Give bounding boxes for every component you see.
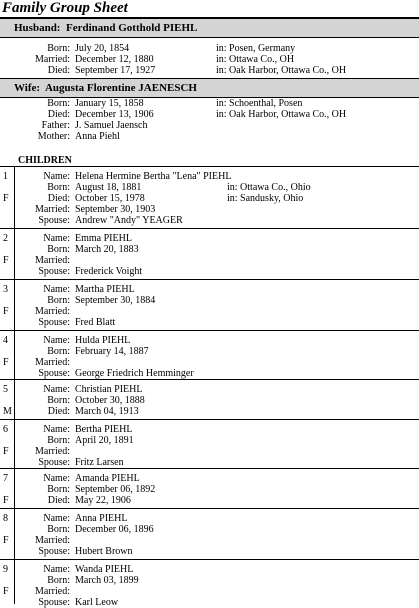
child-divider [14,420,15,468]
husband-name: Ferdinand Gotthold PIEHL [65,22,198,34]
field-value: January 15, 1858 [75,98,144,109]
page-title: Family Group Sheet [2,0,128,16]
field-value: Christian PIEHL [75,384,143,395]
field-label: Married: [35,535,70,546]
child-divider [14,229,15,279]
child-number: 8 [3,513,8,524]
field-label: Spouse: [38,215,70,226]
child-number: 2 [3,233,8,244]
child-sex: F [3,446,9,457]
child-number: 4 [3,335,8,346]
field-value: May 22, 1906 [75,495,131,506]
field-label: Married: [35,357,70,368]
child-divider [14,280,15,330]
field-value: Emma PIEHL [75,233,132,244]
field-label: Born: [47,346,70,357]
field-label: Died: [47,65,70,76]
child-sex: F [3,357,9,368]
field-label: Born: [47,43,70,54]
field-value: September 17, 1927 [75,65,156,76]
field-label: Spouse: [38,368,70,379]
field-label: Born: [47,98,70,109]
field-value: Fred Blatt [75,317,116,328]
field-value: September 30, 1903 [75,204,156,215]
field-label: Spouse: [38,597,70,608]
child-sex: F [3,255,9,266]
husband-born-row [0,43,419,54]
field-label: Married: [35,255,70,266]
field-label: Born: [47,435,70,446]
field-value: Anna Piehl [75,131,120,142]
field-label: Spouse: [38,546,70,557]
field-value: July 20, 1854 [75,43,130,54]
field-label: Name: [43,513,70,524]
field-value: Wanda PIEHL [75,564,134,575]
field-value: April 20, 1891 [75,435,134,446]
husband-header-label: Husband: [14,22,61,34]
wife-died-row [0,109,419,120]
field-label: Name: [43,384,70,395]
field-value: Bertha PIEHL [75,424,133,435]
husband-header [0,18,419,38]
field-label: Born: [47,244,70,255]
field-location: in: Ottawa Co., Ohio [227,182,311,193]
child-divider [14,331,15,379]
field-location: in: Schoenthal, Posen [216,98,303,109]
child-sex: F [3,535,9,546]
field-value: Hubert Brown [75,546,133,557]
field-value: September 06, 1892 [75,484,156,495]
field-label: Born: [47,395,70,406]
field-location: in: Oak Harbor, Ottawa Co., OH [216,65,347,76]
wife-born-row [0,98,419,109]
child-number: 5 [3,384,8,395]
field-label: Married: [35,54,70,65]
field-location: in: Sandusky, Ohio [227,193,304,204]
field-label: Born: [47,295,70,306]
field-value: Amanda PIEHL [75,473,140,484]
field-label: Name: [43,564,70,575]
wife-header [0,78,419,98]
child-sex: M [3,406,12,417]
child-sex: F [3,586,9,597]
child-number: 7 [3,473,8,484]
child-record [0,228,419,279]
field-label: Name: [43,473,70,484]
field-label: Born: [47,524,70,535]
field-value: Andrew "Andy" YEAGER [75,215,183,226]
field-value: March 04, 1913 [75,406,139,417]
child-number: 9 [3,564,8,575]
child-divider [14,469,15,508]
child-sex: F [3,495,9,506]
child-divider [14,167,15,228]
field-value: December 06, 1896 [75,524,154,535]
field-value: February 14, 1887 [75,346,149,357]
child-sex: F [3,193,9,204]
field-value: Martha PIEHL [75,284,135,295]
field-value: March 20, 1883 [75,244,139,255]
husband-married-row [0,54,419,65]
field-label: Married: [35,586,70,597]
field-label: Name: [43,171,70,182]
wife-header-label: Wife: [14,82,41,94]
field-label: Died: [47,193,70,204]
field-value: September 30, 1884 [75,295,156,306]
field-label: Born: [47,484,70,495]
child-divider [14,380,15,419]
field-location: in: Oak Harbor, Ottawa Co., OH [216,109,347,120]
child-number: 3 [3,284,8,295]
field-value: Helena Hermine Bertha "Lena" PIEHL [75,171,232,182]
child-record [0,419,419,468]
husband-died-row [0,65,419,76]
field-label: Married: [35,446,70,457]
children-heading: CHILDREN [18,155,72,166]
child-divider [14,560,15,604]
field-value: George Friedrich Hemminger [75,368,194,379]
field-label: Name: [43,424,70,435]
field-label: Name: [43,335,70,346]
child-record [0,468,419,508]
child-number: 6 [3,424,8,435]
field-value: March 03, 1899 [75,575,139,586]
field-value: Frederick Voight [75,266,143,277]
field-value: Karl Leow [75,597,119,608]
child-record [0,559,419,608]
child-sex: F [3,306,9,317]
field-location: in: Posen, Germany [216,43,296,54]
field-value: December 13, 1906 [75,109,154,120]
field-label: Died: [47,406,70,417]
field-label: Spouse: [38,457,70,468]
field-value: Anna PIEHL [75,513,128,524]
field-value: Hulda PIEHL [75,335,131,346]
field-label: Died: [47,495,70,506]
field-label: Name: [43,284,70,295]
child-divider [14,509,15,559]
child-record [0,508,419,559]
field-value: August 18, 1881 [75,182,142,193]
field-location: in: Ottawa Co., OH [216,54,295,65]
field-value: J. Samuel Jaensch [75,120,148,131]
field-label: Married: [35,306,70,317]
field-value: October 30, 1888 [75,395,145,406]
child-record [0,166,419,228]
field-label: Spouse: [38,266,70,277]
field-label: Name: [43,233,70,244]
field-label: Died: [47,109,70,120]
field-label: Spouse: [38,317,70,328]
field-label: Born: [47,575,70,586]
field-value: Fritz Larsen [75,457,124,468]
field-value: October 15, 1978 [75,193,145,204]
field-value: December 12, 1880 [75,54,154,65]
wife-name: Augusta Florentine JAENESCH [44,82,197,94]
child-number: 1 [3,171,8,182]
wife-mother-row [0,131,419,142]
child-record [0,279,419,330]
field-label: Father: [41,120,70,131]
field-label: Born: [47,182,70,193]
child-record [0,379,419,419]
child-record [0,330,419,379]
field-label: Mother: [37,131,70,142]
field-label: Married: [35,204,70,215]
wife-father-row [0,120,419,131]
